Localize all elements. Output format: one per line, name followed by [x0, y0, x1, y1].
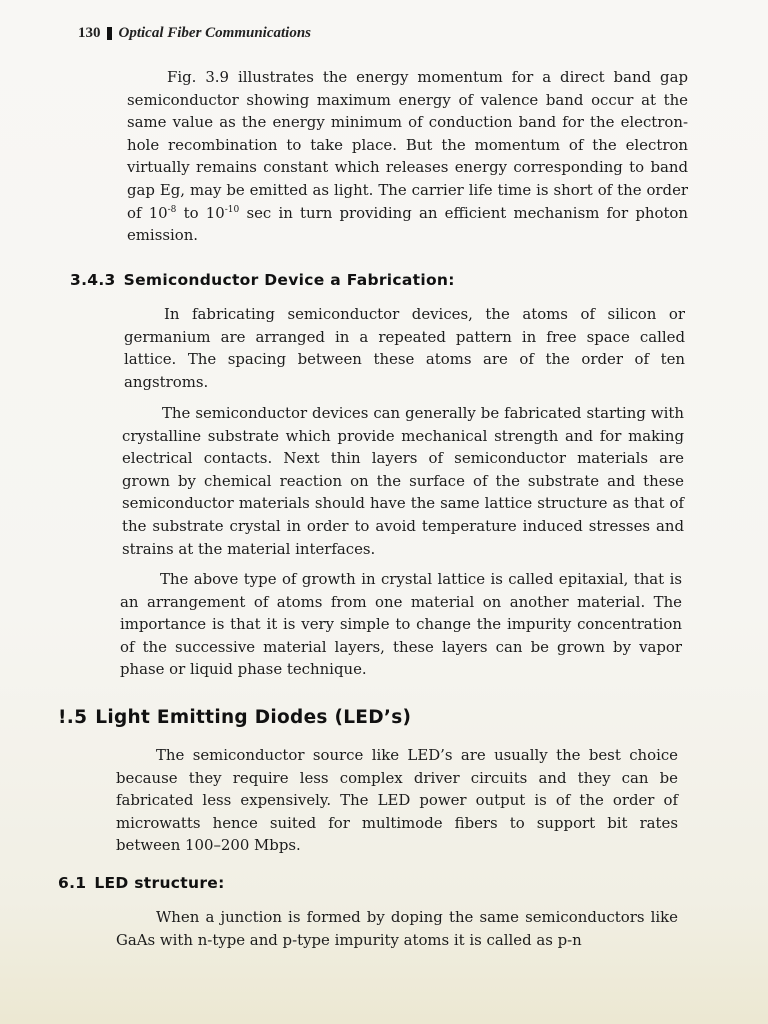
paragraph-pn-junction	[116, 906, 678, 951]
paragraph-text: The above type of growth in crystal lattice is called epitaxial, that is an arrangement of atoms from one material on another material. The importance is that it is very simple to change the impurity concentration of the successive material layers, these layers can be grown by vapor phase or liquid phase technique.	[120, 570, 682, 679]
exponent: -10	[224, 204, 240, 215]
section-title: Semiconductor Device a Fabrication:	[123, 271, 455, 289]
book-title: Optical Fiber Communications	[118, 25, 312, 41]
paragraph-text: to 10	[176, 203, 225, 222]
paragraph-fabrication	[122, 402, 684, 560]
section-heading-led	[58, 707, 411, 728]
running-header	[78, 25, 311, 42]
paragraph-epitaxial	[120, 568, 682, 681]
section-heading-led-structure	[58, 874, 225, 892]
section-number: !.5	[58, 707, 88, 728]
section-heading-3-4-3	[70, 271, 455, 289]
paragraph-lattice	[124, 303, 685, 393]
section-number: 6.1	[58, 874, 87, 892]
page-number: 130	[78, 25, 101, 41]
paragraph-text: When a junction is formed by doping the same semiconductors like GaAs with n-type and p-type impurity atoms it is called as p-n	[116, 908, 678, 949]
paragraph-text: Fig. 3.9 illustrates the energy momentum for a direct band gap semiconductor showing maximum energy of valence band occur at the same value as the energy minimum of conduction band for the electron-hole recombination to take place. But the momentum of the electron virtually remains constant which releases energy corresponding to band gap Eg, may be emitted as light. The carrier life time is short of the order of 10	[127, 68, 688, 222]
exponent: -8	[167, 204, 177, 215]
section-title: Light Emitting Diodes (LED’s)	[95, 707, 412, 728]
paragraph-text: The semiconductor source like LED’s are usually the best choice because they require less complex driver circuits and they can be fabricated less expensively. The LED power output is of the order of microwatts hence suited for multimode fibers to support bit rates between 100–200 Mbps.	[116, 746, 678, 855]
paragraph-text: The semiconductor devices can generally be fabricated starting with crystalline substrate which provide mechanical strength and for making electrical contacts. Next thin layers of semiconductor materials are grown by chemical reaction on the surface of the substrate and these semiconductor materials should have the same lattice structure as that of the substrate crystal in order to avoid temperature induced stresses and strains at the material interfaces.	[122, 404, 684, 558]
section-title: LED structure:	[94, 874, 225, 892]
paragraph-energy-momentum	[127, 66, 688, 247]
paragraph-text: In fabricating semiconductor devices, the atoms of silicon or germanium are arranged in a repeated pattern in free space called lattice. The spacing between these atoms are of the order of ten angstroms.	[124, 305, 685, 391]
section-number: 3.4.3	[70, 271, 116, 289]
paragraph-text: sec in turn providing an efficient mechanism for photon emission.	[127, 203, 688, 245]
paragraph-led-intro	[116, 744, 678, 857]
header-divider	[107, 27, 112, 40]
